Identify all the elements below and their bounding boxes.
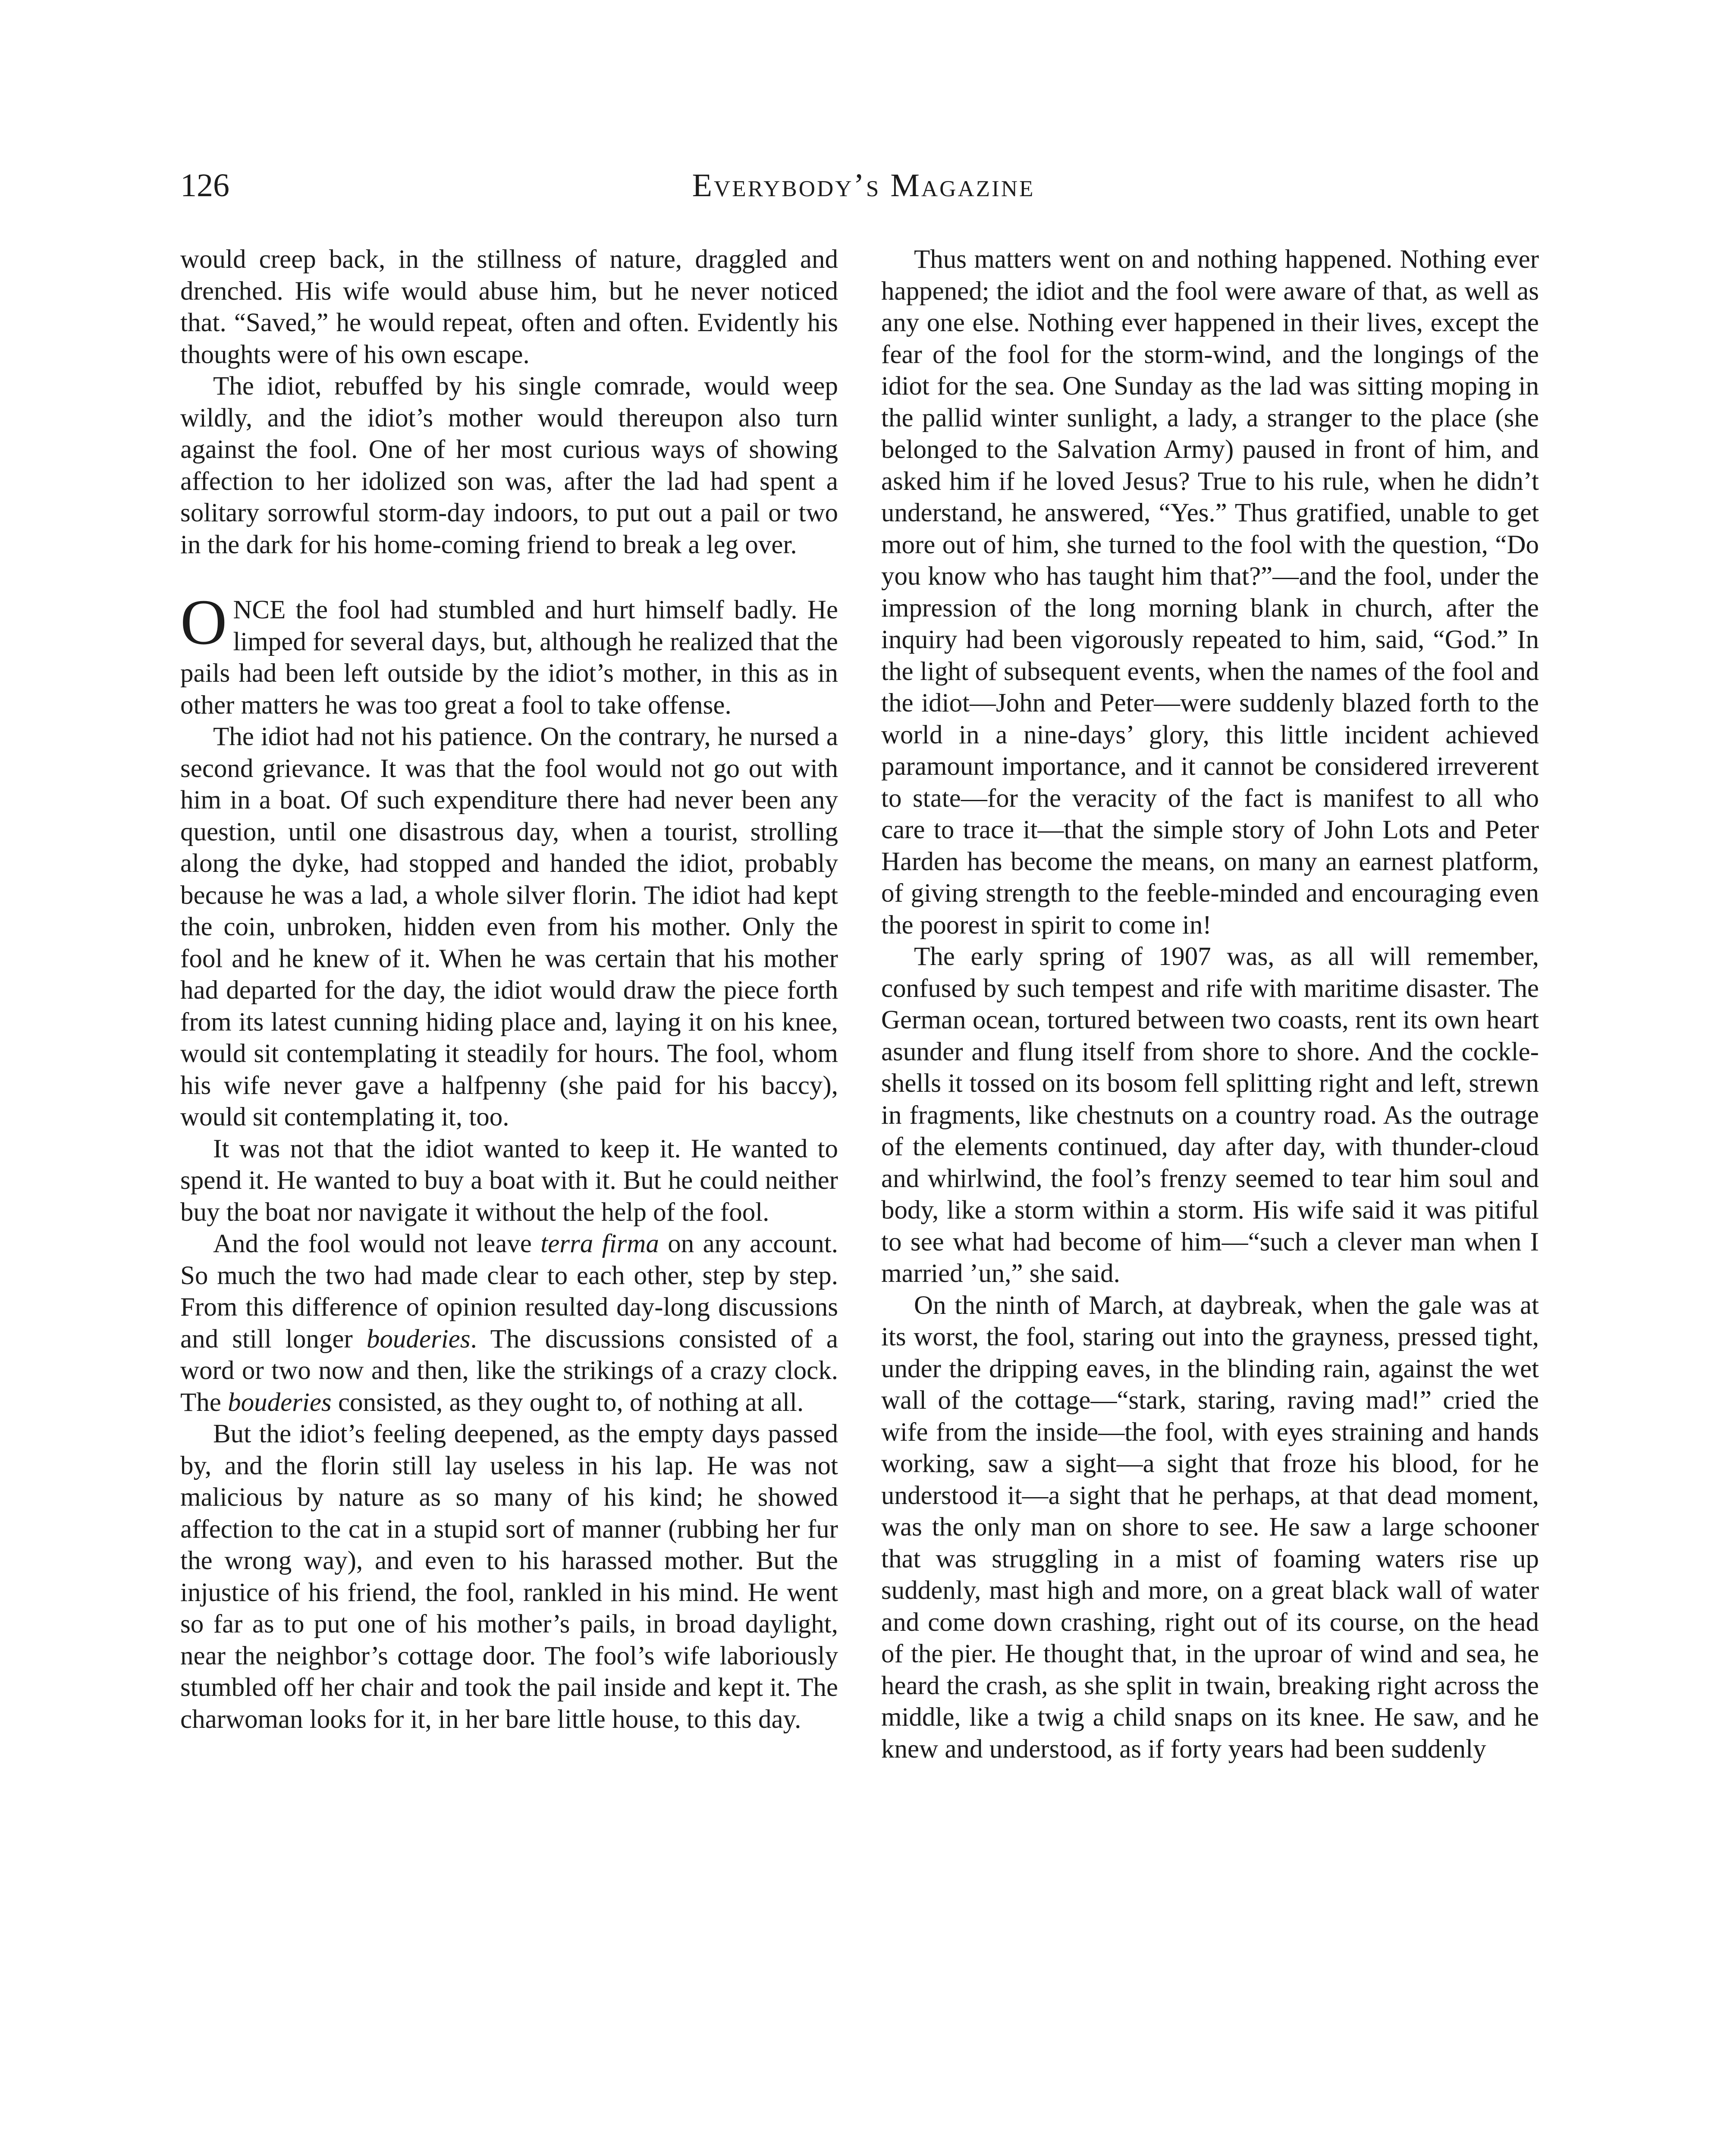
paragraph: But the idiot’s feeling deepened, as the empty days passed by, and the florin still lay useless in his lap. He was not malicious by nature as so many of his kind; he showed affection to the cat in a stupid sort of manner (rubbing her fur the wrong way), and even to his harassed mother. But the injustice of his friend, the fool, rankled in his mind. He went so far as to put one of his mother’s pails, in broad daylight, near the neighbor’s cottage door. The fool’s wife laboriously stumbled off her chair and took the pail inside and kept it. The charwoman looks for it, in her bare little house, to this day. bbox=[180, 1420, 838, 1734]
italic-term: terra firma bbox=[540, 1229, 659, 1258]
italic-term: bouderies bbox=[228, 1388, 332, 1417]
small-caps-lead: NCE bbox=[233, 595, 286, 624]
paragraph: The idiot, rebuffed by his single comrade, would weep wildly, and the idiot’s mother would thereupon also turn against the fool. One of her most curious ways of showing affection to her idolized son was, after the lad had spent a solitary sorrowful storm-day indoors, to put out a pail or two in the dark for his home-coming friend to break a leg over. bbox=[180, 372, 838, 559]
paragraph: Thus matters went on and nothing happened. Nothing ever happened; the idiot and the fool were aware of that, as well as any one else. Nothing ever happened in their lives, except the fear of the fool for the storm-wind, and the longings of the idiot for the sea. One Sunday as the lad was sitting moping in the pallid winter sunlight, a lady, a stranger to the place (she belonged to the Salvation Army) paused in front of him, and asked him if he loved Jesus? True to his rule, when he didn’t understand, he answered, “Yes.” Thus gratified, unable to get more out of him, she turned to the fool with the question, “Do you know who has taught him that?”—and the fool, under the impression of the long morning blank in church, after the inquiry had been vigorously repeated to him, said, “God.” In the light of subsequent events, when the names of the fool and the idiot—John and Peter—were suddenly blazed forth to the world in a nine-days’ glory, this little incident achieved paramount importance, and it cannot be considered irreverent to state—for the veracity of the fact is manifest to all who care to trace it—that the simple story of John Lots and Peter Harden has become the means, on many an earnest platform, of giving strength to the feeble-minded and encouraging even the poorest in spirit to come in! bbox=[881, 245, 1539, 940]
paragraph: The early spring of 1907 was, as all will remember, confused by such tempest and rife with maritime disaster. The German ocean, tortured between two coasts, rent its own heart asunder and flung itself from shore to shore. And the cockle-shells it tossed on its bosom fell splitting right and left, strewn in fragments, like chestnuts on a country road. As the outrage of the elements continued, day after day, with thunder-cloud and whirlwind, the fool’s frenzy seemed to tear him soul and body, like a storm within a storm. His wife said it was pitiful to see what had become of him—“such a clever man when I married ’un,” she said. bbox=[881, 942, 1539, 1288]
paragraph: It was not that the idiot wanted to keep it. He wanted to spend it. He wanted to buy a boat with it. But he could neither buy the boat nor navigate it without the help of the fool. bbox=[180, 1134, 838, 1227]
paragraph: would creep back, in the stillness of nature, draggled and drenched. His wife would abuse him, but he never noticed that. “Saved,” he would repeat, often and often. Evidently his thoughts were of his own escape. bbox=[180, 245, 838, 369]
text-run: . The discussions consisted of a word or two now and then, like the strikings of a crazy clock. The bbox=[180, 1324, 838, 1417]
right-column bbox=[881, 244, 1539, 1765]
text-run: on any account. So much the two had made clear to each other, step by step. From this difference of opinion resulted day-long discussions and still longer bbox=[180, 1229, 838, 1354]
text-run: And the fool would not leave bbox=[213, 1229, 541, 1258]
drop-cap: O bbox=[180, 586, 227, 658]
text-run: consisted, as they ought to, of nothing at all. bbox=[331, 1388, 804, 1417]
paragraph: The idiot had not his patience. On the contrary, he nursed a second grievance. It was that the fool would not go out with him in a boat. Of such expenditure there had never been any question, until one disastrous day, when a tourist, strolling along the dyke, had stopped and handed the idiot, probably because he was a lad, a whole silver florin. The idiot had kept the coin, unbroken, hidden even from his mother. Only the fool and he knew of it. When he was certain that his mother had departed for the day, the idiot would draw the piece forth from its latest cunning hiding place and, laying it on his knee, would sit contemplating it steadily for hours. The fool, whom his wife never gave a halfpenny (she paid for his baccy), would sit contemplating it, too. bbox=[180, 722, 838, 1131]
left-column bbox=[180, 244, 838, 1735]
running-title: Everybody’s Magazine bbox=[692, 167, 1035, 204]
paragraph: On the ninth of March, at daybreak, when the gale was at its worst, the fool, staring out into the grayness, pressed tight, under the dripping eaves, in the blinding rain, against the wet wall of the cottage—“stark, staring, raving mad!” cried the wife from the inside—the fool, with eyes straining and hands working, saw a sight—a sight that froze his blood, for he understood it—a sight that he perhaps, at that dead moment, was the only man on shore to see. He saw a large schooner that was struggling in a mist of foaming waters rise up suddenly, mast high and more, on a great black wall of water and come down crashing, right out of its course, on the head of the pier. He thought that, in the uproar of wind and sea, he heard the crash, as she split in twain, breaking right across the middle, like a twig a child snaps on its knee. He saw, and he knew and understood, as if forty years had been suddenly bbox=[881, 1291, 1539, 1764]
page-number: 126 bbox=[180, 167, 229, 204]
paragraph-text: the fool had stumbled and hurt himself badly. He limped for several days, but, although he realized that the pails had been left outside by the idiot’s mother, in this as in other matters he was too great a fool to take offense. bbox=[180, 595, 838, 720]
paragraph bbox=[180, 1228, 838, 1418]
italic-term: bouderies bbox=[366, 1324, 471, 1354]
section-opening-paragraph bbox=[180, 586, 838, 721]
